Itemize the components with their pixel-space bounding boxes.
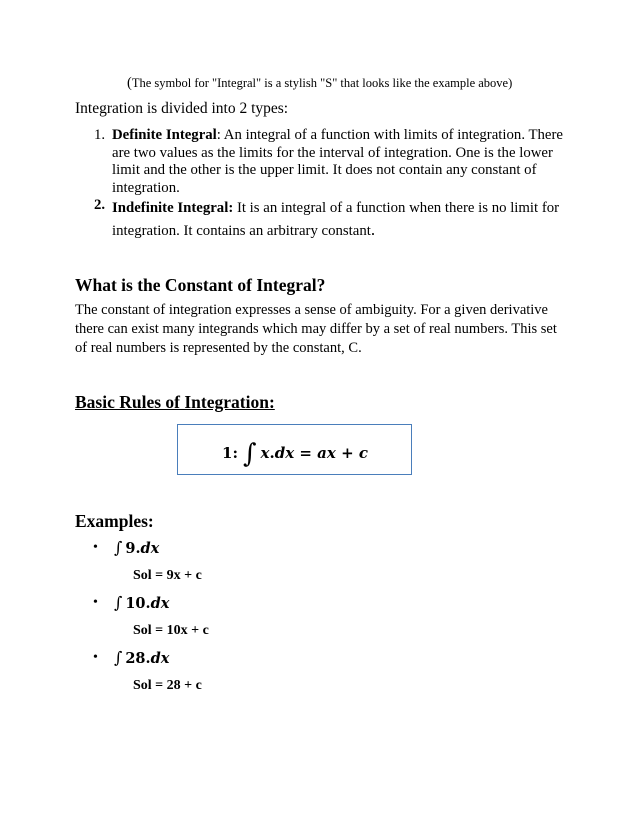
rule-colon: :: [232, 444, 238, 462]
example-differential: dx: [140, 540, 160, 557]
example-formula: [114, 538, 159, 557]
example-coefficient: 9: [125, 540, 136, 557]
integral-sign-icon: ∫: [242, 439, 257, 469]
bullet-icon: •: [93, 650, 98, 665]
example-formula: [114, 593, 169, 612]
example-formula: [114, 648, 169, 667]
constant-of-integral-paragraph: The constant of integration expresses a sense of ambiguity. For a given derivative there can exist many integrands which may differ by a set of real numbers. This set of real numbers is represented by the constant, C.: [75, 302, 557, 356]
example-solution: Sol = 28 + c: [133, 678, 202, 693]
constant-of-integral-heading: What is the Constant of Integral?: [75, 275, 326, 295]
example-coefficient: 10: [125, 595, 146, 612]
definite-integral-separator: :: [216, 127, 221, 143]
rule-plus: +: [335, 444, 359, 462]
integration-types-intro: Integration is divided into 2 types:: [75, 100, 289, 117]
example-solution: Sol = 9x + c: [133, 568, 202, 583]
list-item-text: [112, 127, 572, 197]
example-differential: dx: [150, 650, 170, 667]
example-solution: Sol = 10x + c: [133, 623, 209, 638]
list-number: 1.: [94, 127, 106, 143]
rule-equals: =: [294, 444, 318, 462]
example-dot: .: [145, 595, 151, 612]
indefinite-integral-term: Indefinite Integral:: [112, 200, 234, 217]
rule-differential: dx: [274, 444, 295, 462]
bullet-icon: •: [93, 540, 98, 555]
rule-dot: .: [269, 444, 275, 462]
list-item-indefinite-integral: [0, 197, 638, 242]
rule-formula-box: [177, 424, 412, 475]
examples-heading: Examples:: [75, 511, 154, 531]
note-text: The symbol for "Integral" is a stylish "S" that looks like the example above): [131, 76, 513, 90]
integral-sign-icon: ∫: [114, 593, 123, 612]
rule-result-coefficient: a: [317, 444, 327, 462]
list-item-text: [112, 197, 572, 242]
rule-result-variable: x: [326, 444, 336, 462]
integral-sign-icon: ∫: [114, 538, 123, 557]
rule-formula: [222, 435, 369, 469]
rule-constant: c: [358, 444, 369, 462]
example-coefficient: 28: [125, 650, 146, 667]
list-item-definite-integral: [0, 127, 638, 197]
rule-number: 1: [222, 444, 233, 462]
rule-integrand: x: [260, 444, 270, 462]
integration-types-list: [0, 127, 638, 242]
indefinite-integral-period: .: [370, 220, 376, 240]
example-dot: .: [145, 650, 151, 667]
bullet-icon: •: [93, 595, 98, 610]
basic-rules-heading: Basic Rules of Integration:: [75, 392, 275, 412]
list-number: 2.: [94, 197, 106, 214]
definite-integral-description: An integral of a function with limits of integration. There are two values as the limits for the interval of integration. One is the lower limit and the other is the upper limit. It does not contain any constant of integration.: [112, 127, 563, 196]
definite-integral-term: Definite Integral: [112, 127, 217, 143]
indefinite-integral-description: It is an integral of a function when there is no limit for integration. It contains an arbitrary constant: [112, 200, 560, 240]
example-differential: dx: [150, 595, 170, 612]
integral-sign-icon: ∫: [114, 648, 123, 667]
note-open-paren: (: [127, 75, 132, 91]
integral-symbol-note: [127, 75, 512, 92]
example-dot: .: [135, 540, 141, 557]
